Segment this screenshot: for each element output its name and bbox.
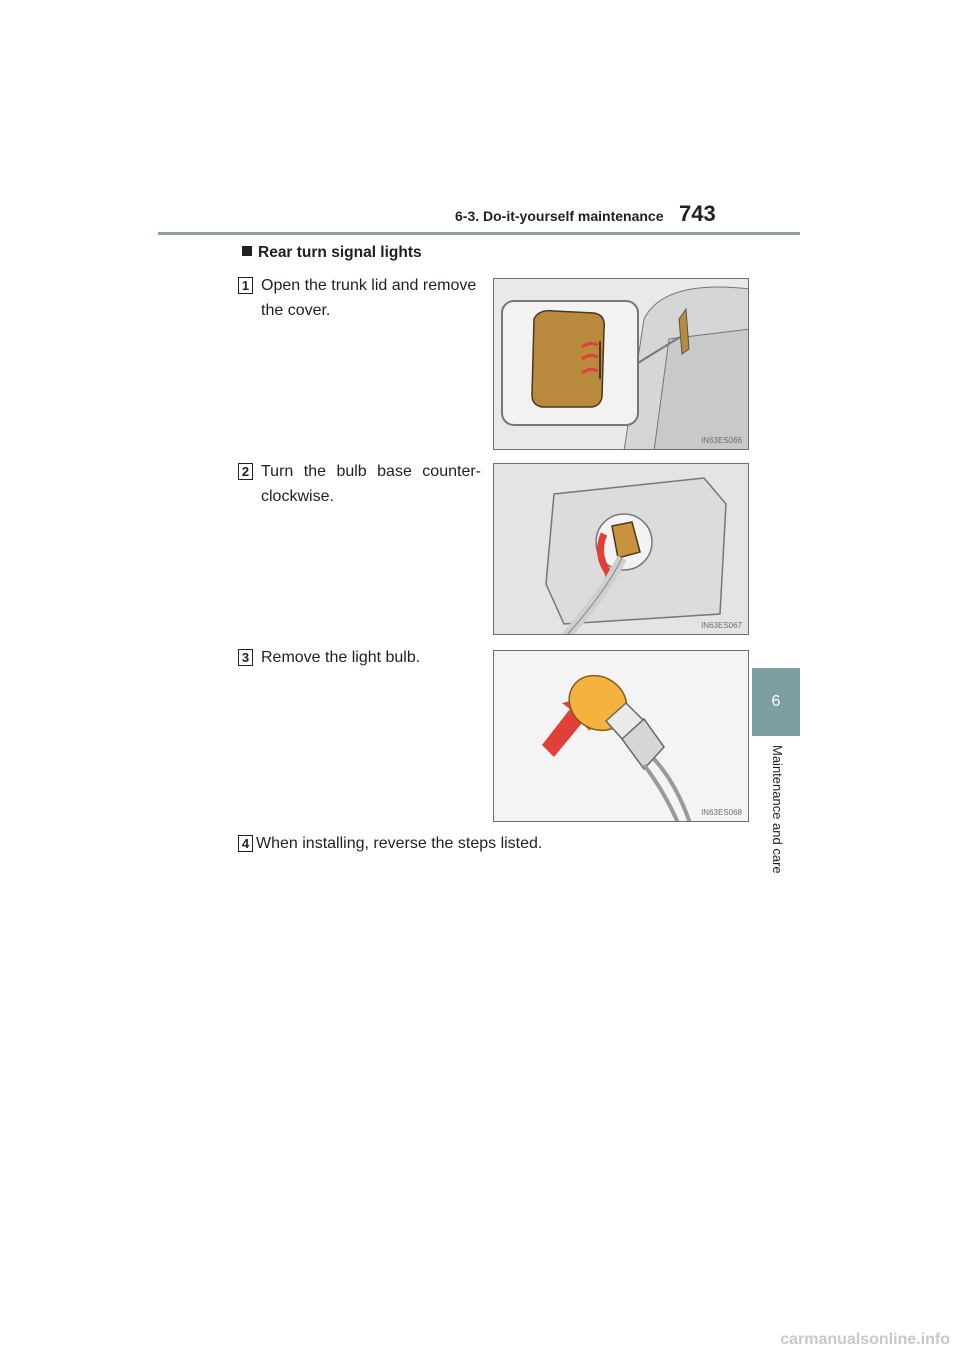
step-number-4: 4 — [238, 835, 253, 852]
section-heading — [242, 244, 422, 262]
figure-code-2: IN63ES067 — [701, 621, 742, 630]
footer-watermark[interactable]: carmanualsonline.info — [780, 1331, 950, 1348]
step-text-3: Remove the light bulb. — [261, 649, 421, 666]
figure-turn-bulb-base — [493, 463, 749, 635]
header-divider — [158, 232, 800, 235]
figure-remove-bulb — [493, 650, 749, 822]
step-number-2: 2 — [238, 463, 253, 480]
step-number-1: 1 — [238, 277, 253, 294]
section-heading-text: Rear turn signal lights — [258, 244, 422, 261]
figure-code-1: IN63ES066 — [701, 436, 742, 445]
square-bullet-icon — [242, 246, 252, 256]
step-text-4: When installing, reverse the steps listed. — [256, 835, 543, 852]
figure-remove-cover — [493, 278, 749, 450]
header-section-title: 6-3. Do-it-yourself maintenance — [455, 208, 664, 224]
trunk-cover-illustration — [494, 279, 749, 450]
step-text-1: Open the trunk lid and remove the cover. — [261, 277, 477, 319]
step-number-3: 3 — [238, 649, 253, 666]
figure-code-3: IN63ES068 — [701, 808, 742, 817]
chapter-tab[interactable]: 6 — [752, 668, 800, 736]
step-text-2: Turn the bulb base counter-clockwise. — [261, 463, 481, 505]
chapter-title: Maintenance and care — [770, 745, 785, 874]
bulb-socket-illustration — [494, 464, 749, 635]
page-number: 743 — [679, 201, 716, 226]
light-bulb-illustration — [494, 651, 749, 822]
